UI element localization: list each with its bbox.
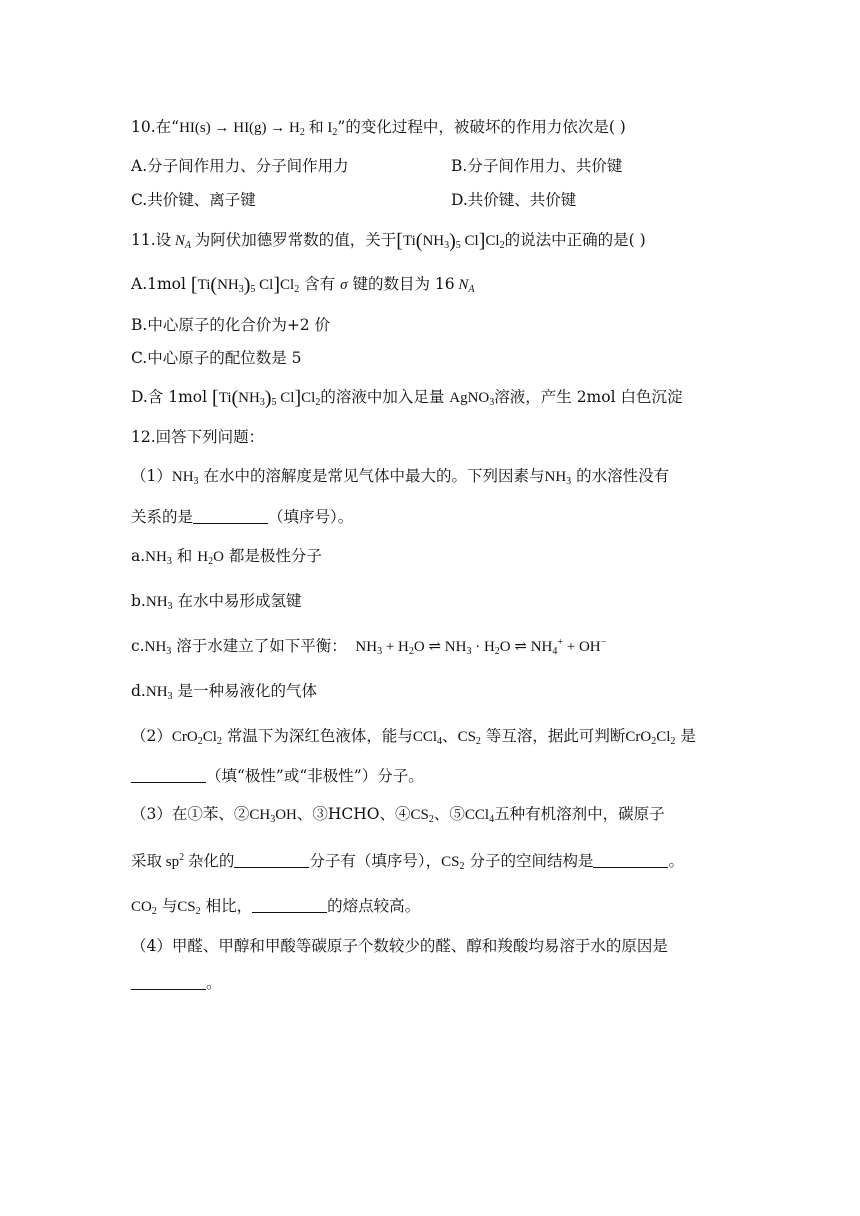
complex-formula: [$Ti(NH_3)_5$ $Cl]Cl_2$ xyxy=(396,230,505,252)
cs2-formula: $CS_2$ xyxy=(177,899,201,917)
cs2-formula: $CS_2$ xyxy=(457,729,481,747)
q12-part1-line2 xyxy=(131,506,353,528)
p4-text-end: 。 xyxy=(206,974,222,992)
answer-blank[interactable] xyxy=(131,767,206,783)
nh3-formula: $NH_3$ xyxy=(145,684,173,702)
q12-title: 12.回答下列问题： xyxy=(131,428,265,446)
q10-option-a: A.分子间作用力、分子间作用力 xyxy=(131,157,349,175)
sigma-symbol: σ xyxy=(340,277,348,293)
ccl4-formula: CCl$_4$ xyxy=(464,807,495,825)
nh3-formula: $NH_3$ xyxy=(544,469,572,487)
p3-text-h: 分子的空间结构是 xyxy=(469,852,594,870)
q10-stem-pre: 10.在“ xyxy=(131,118,180,136)
cs2-formula: $CS_2$ xyxy=(441,854,465,872)
co2-formula: $CO_2$ xyxy=(131,899,157,917)
p1-label: （1） xyxy=(131,467,172,485)
na-symbol: $N_A$ xyxy=(454,277,475,295)
nh3-formula: $NH_3$ xyxy=(144,639,172,657)
nh3-formula: $NH_3$ xyxy=(145,594,173,612)
complex-formula: [$Ti(NH_3)_5$ $Cl]Cl_2$ xyxy=(212,387,321,409)
p2-text-f: （填“极性”或“非极性”）分子。 xyxy=(206,767,424,785)
q12-part2-line2 xyxy=(131,765,424,787)
item-d-post: 是一种易液化的气体 xyxy=(177,682,317,700)
q10-option-c: C.共价键、离子键 xyxy=(131,191,256,209)
na-symbol: $N_A$ xyxy=(171,233,192,251)
equilibrium-equation: $NH_3 + H_2O$ ⇌ $NH_3 \cdot H_2O$ ⇌ $NH_4^+ + OH^-$ xyxy=(351,637,607,657)
p3-text-j: 与 xyxy=(161,897,178,915)
q12-item-d xyxy=(131,680,317,703)
q11-stem-pre: 11.设 xyxy=(131,231,172,249)
p3-text-k: 相比， xyxy=(205,897,253,915)
p3-text-g: 分子有（填序号）， xyxy=(309,852,442,870)
p3-text-b: 、③HCHO、④ xyxy=(296,805,411,823)
p1-text-d: 关系的是 xyxy=(131,508,194,526)
ch3oh-formula: $CH_3OH$ xyxy=(249,807,297,825)
q12-item-c xyxy=(131,635,606,658)
item-c-post: 溶于水建立了如下平衡： xyxy=(176,637,347,655)
p3-text-f: 杂化的 xyxy=(187,852,235,870)
q10-formula: $HI(s) \to HI(g) \to H_2$ 和 $I_2$ xyxy=(179,120,338,138)
q11-stem-post: 的说法中正确的是( ) xyxy=(504,231,646,249)
p2-text-c: 、 xyxy=(442,727,458,745)
q10-option-b: B.分子间作用力、共价键 xyxy=(451,157,623,175)
item-a-mid: 和 xyxy=(176,547,193,565)
item-c-label: c. xyxy=(131,637,145,655)
q11-a-mid: 含有 xyxy=(304,275,336,293)
q12-item-a xyxy=(131,545,322,568)
h2o-formula: $H_2O$ xyxy=(197,549,224,567)
cro2cl2-formula: $CrO_2Cl_2$ xyxy=(171,729,222,747)
item-b-label: b. xyxy=(131,592,146,610)
agno3-formula: AgNO$_3$ xyxy=(449,390,495,408)
q11-a-post: 键的数目为 16 xyxy=(352,275,455,293)
p3-text-d: 五种有机溶剂中，碳原子 xyxy=(494,805,665,823)
q10-stem-post: ”的变化过程中，被破坏的作用力依次是( ) xyxy=(337,118,626,136)
p3-text-e: 采取 xyxy=(131,852,163,870)
p1-text-c: 的水溶性没有 xyxy=(576,467,670,485)
answer-blank[interactable] xyxy=(252,897,327,913)
item-d-label: d. xyxy=(131,682,146,700)
p3-text-a: （3）在①苯、② xyxy=(131,805,250,823)
q11-option-a xyxy=(131,273,474,296)
q12-part3-line3 xyxy=(131,895,420,918)
q10-stem xyxy=(131,116,626,139)
q11-d-mid: 的溶液中加入足量 xyxy=(320,388,445,406)
answer-blank[interactable] xyxy=(131,974,206,990)
q10-option-d: D.共价键、共价键 xyxy=(451,191,577,209)
p3-text-c: 、⑤ xyxy=(433,805,465,823)
q12-part2-line1 xyxy=(131,725,696,748)
answer-blank[interactable] xyxy=(193,508,268,524)
item-a-post: 都是极性分子 xyxy=(228,547,322,565)
nh3-formula: $NH_3$ xyxy=(171,469,199,487)
item-a-label: a. xyxy=(131,547,146,565)
q11-d-post: 溶液，产生 2mol 白色沉淀 xyxy=(494,388,683,406)
p1-text-b: 在水中的溶解度是常见气体中最大的。下列因素与 xyxy=(203,467,545,485)
answer-blank[interactable] xyxy=(234,852,309,868)
q11-option-d xyxy=(131,386,682,409)
nh3-formula: $NH_3$ xyxy=(145,549,172,567)
p2-text-e: 是 xyxy=(680,727,696,745)
q11-a-pre: A.1mol xyxy=(131,275,186,293)
q12-part4-line1: （4）甲醛、甲醇和甲酸等碳原子个数较少的醛、醇和羧酸均易溶于水的原因是 xyxy=(131,937,668,955)
p3-text-l: 的熔点较高。 xyxy=(327,897,421,915)
q12-part3-line1 xyxy=(131,803,665,826)
cs2-formula: $CS_2$ xyxy=(410,807,434,825)
q12-part4-line2 xyxy=(131,972,222,994)
p2-text-b: 常温下为深红色液体，能与 xyxy=(226,727,413,745)
q11-stem xyxy=(131,229,646,252)
q12-part3-line2 xyxy=(131,850,684,873)
p3-text-i: 。 xyxy=(668,852,684,870)
p2-text-d: 等互溶，据此可判断 xyxy=(485,727,626,745)
q11-option-c: C.中心原子的配位数是 5 xyxy=(131,349,302,367)
q11-stem-mid: 为阿伏加德罗常数的值，关于 xyxy=(194,231,397,249)
sp2-label: $sp^2$ xyxy=(162,852,185,870)
cro2cl2-formula: $CrO_2Cl_2$ xyxy=(625,729,676,747)
p2-label: （2） xyxy=(131,727,172,745)
ccl4-formula: CCl$_4$ xyxy=(412,729,443,747)
q12-item-b xyxy=(131,590,301,613)
complex-formula: [$Ti(NH_3)_5$ $Cl]Cl_2$ xyxy=(190,274,300,296)
item-b-post: 在水中易形成氢键 xyxy=(177,592,302,610)
q11-option-b: B.中心原子的化合价为+2 价 xyxy=(131,316,331,334)
p1-text-e: （填序号）。 xyxy=(268,508,354,526)
q11-d-pre: D.含 1mol xyxy=(131,388,208,406)
answer-blank[interactable] xyxy=(593,852,668,868)
q12-part1-line1 xyxy=(131,465,669,488)
